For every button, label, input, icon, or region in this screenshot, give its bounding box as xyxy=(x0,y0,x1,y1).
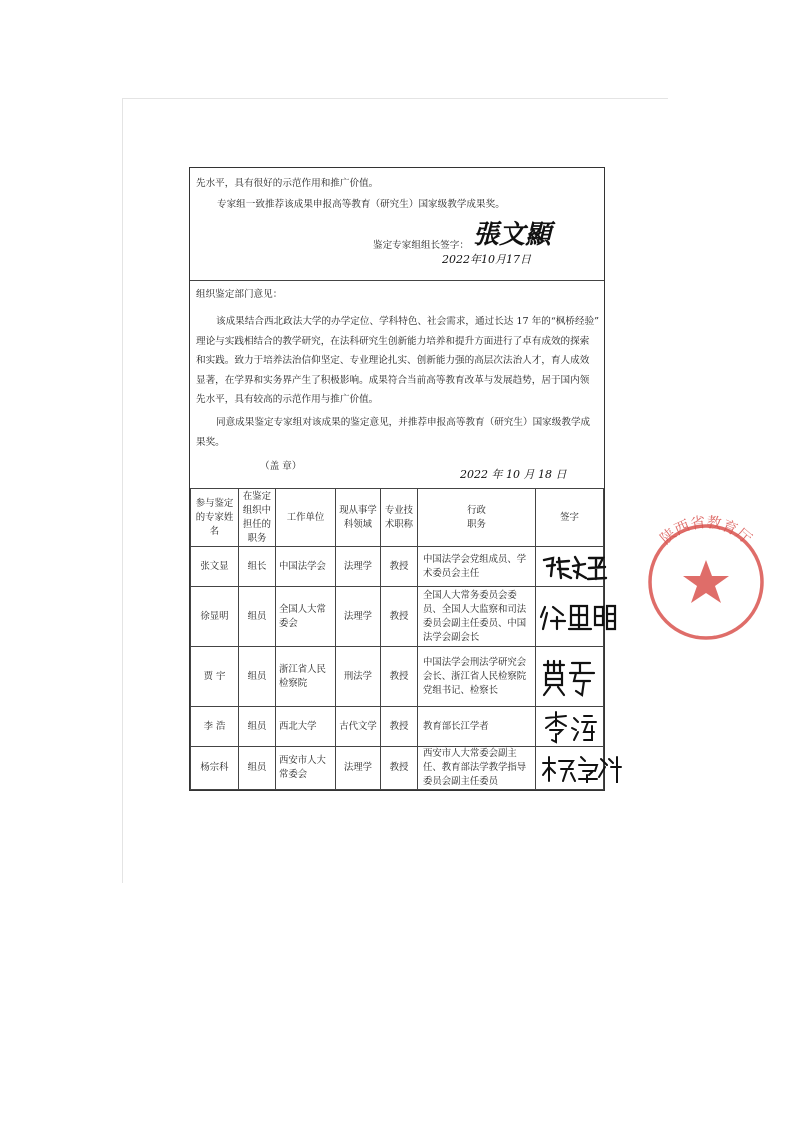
cell-unit: 西北大学 xyxy=(276,707,336,747)
scan-edge-top xyxy=(122,98,668,99)
cell-field: 法理学 xyxy=(336,547,381,587)
cell-title: 教授 xyxy=(381,587,418,647)
cell-role: 组员 xyxy=(239,747,276,790)
cell-unit: 浙江省人民检察院 xyxy=(276,647,336,707)
cell-field: 古代文学 xyxy=(336,707,381,747)
header-unit: 工作单位 xyxy=(276,489,336,547)
cell-admin: 中国法学会党组成员、学术委员会主任 xyxy=(418,547,536,587)
cell-field: 法理学 xyxy=(336,747,381,790)
table-row xyxy=(191,647,604,707)
cell-admin: 全国人大常务委员会委员、全国人大监察和司法委员会副主任委员、中国法学会副会长 xyxy=(418,587,536,647)
signature-image xyxy=(539,601,619,633)
cell-admin: 西安市人大常委会副主任、教育部法学教学指导委员会副主任委员 xyxy=(418,747,536,790)
cell-unit: 西安市人大常委会 xyxy=(276,747,336,790)
table-row xyxy=(191,747,604,790)
cell-role: 组员 xyxy=(239,707,276,747)
cell-admin: 教育部长江学者 xyxy=(418,707,536,747)
cell-name: 李 浩 xyxy=(191,707,239,747)
cell-role: 组长 xyxy=(239,547,276,587)
body-line: 先水平，具有较高的示范作用与推广价值。 xyxy=(196,394,379,406)
body-line: 和实践。致力于培养法治信仰坚定、专业理论扎实、创新能力强的高层次法治人才，育人成效 xyxy=(196,355,590,367)
table-row xyxy=(191,707,604,747)
header-name: 参与鉴定的专家姓名 xyxy=(191,489,239,547)
cell-signature xyxy=(536,707,604,747)
official-seal-stamp xyxy=(626,500,786,640)
department-opinion-section xyxy=(190,281,604,489)
cell-signature xyxy=(536,547,604,587)
cell-signature xyxy=(536,747,604,790)
table-row xyxy=(191,547,604,587)
expert-members-table xyxy=(190,488,604,790)
cell-name: 张文显 xyxy=(191,547,239,587)
seal-label: （盖 章） xyxy=(260,461,302,472)
agree-text xyxy=(196,413,590,452)
recommendation-text: 专家组一致推荐该成果申报高等教育（研究生）国家级教学成果奖。 xyxy=(217,199,505,210)
scan-edge-left xyxy=(122,98,123,883)
signature-image xyxy=(540,657,600,697)
table-header-row xyxy=(191,489,604,547)
agree-line: 同意成果鉴定专家组对该成果的鉴定意见，并推荐申报高等教育（研究生）国家级教学成 xyxy=(216,417,591,428)
cell-signature xyxy=(536,587,604,647)
leader-sign-label: 鉴定专家组组长签字： xyxy=(373,240,469,251)
cell-unit: 全国人大常委会 xyxy=(276,587,336,647)
cell-title: 教授 xyxy=(381,547,418,587)
expert-opinion-section xyxy=(190,168,604,281)
cell-role: 组员 xyxy=(239,587,276,647)
department-opinion-heading: 组织鉴定部门意见： xyxy=(196,289,283,300)
cell-role: 组员 xyxy=(239,647,276,707)
table-row xyxy=(191,587,604,647)
department-opinion-body xyxy=(196,312,599,410)
cell-name: 徐显明 xyxy=(191,587,239,647)
cell-title: 教授 xyxy=(381,747,418,790)
leader-signature: 張文顯 xyxy=(473,220,552,250)
opinion-continuation: 先水平，具有很好的示范作用和推广价值。 xyxy=(196,178,379,189)
cell-title: 教授 xyxy=(381,647,418,707)
body-line: 理论与实践相结合的教学研究，在法科研究生创新能力培养和提升方面进行了卓有成效的探索 xyxy=(196,335,590,347)
svg-text:陕西省教育厅 xyxy=(657,513,756,548)
leader-sign-date: 2022年10月17日 xyxy=(442,253,531,266)
signature-image xyxy=(540,710,600,744)
body-line: 显著，在学界和实务界产生了积极影响。成果符合当前高等教育改革与发展趋势，居于国内领 xyxy=(196,374,590,386)
header-field: 现从事学科领域 xyxy=(336,489,381,547)
cell-name: 杨宗科 xyxy=(191,747,239,790)
cell-title: 教授 xyxy=(381,707,418,747)
cell-signature xyxy=(536,647,604,707)
header-sign: 签字 xyxy=(536,489,604,547)
seal-text: 陕西省教育厅 xyxy=(656,513,756,548)
header-title: 专业技术职称 xyxy=(381,489,418,547)
header-role: 在鉴定组织中担任的职务 xyxy=(239,489,276,547)
appraisal-form xyxy=(189,167,756,791)
signature-image xyxy=(539,552,609,582)
cell-field: 法理学 xyxy=(336,587,381,647)
cell-name: 贾 宇 xyxy=(191,647,239,707)
cell-field: 刑法学 xyxy=(336,647,381,707)
agree-line: 果奖。 xyxy=(196,436,225,448)
header-admin: 行政 职务 xyxy=(418,489,536,547)
signature-image xyxy=(539,753,625,783)
body-line: 该成果结合西北政法大学的办学定位、学科特色、社会需求，通过长达 17 年的“枫桥经验” xyxy=(216,316,600,327)
cell-admin: 中国法学会刑法学研究会会长、浙江省人民检察院党组书记、检察长 xyxy=(418,647,536,707)
department-date: 2022 年 10 月 18 日 xyxy=(460,468,567,481)
cell-unit: 中国法学会 xyxy=(276,547,336,587)
